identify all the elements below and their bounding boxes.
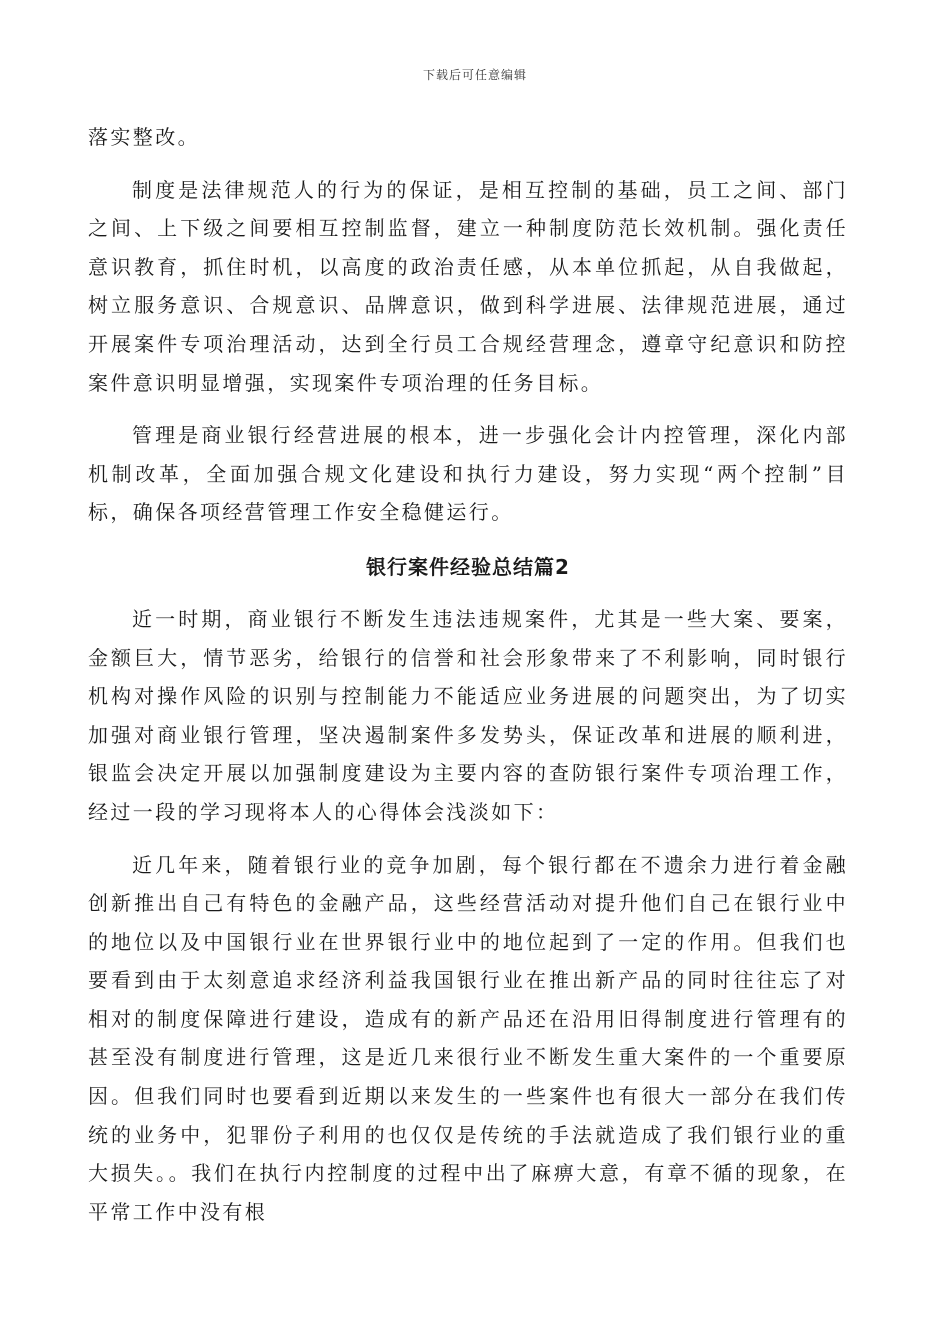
paragraph-recent-years: 近几年来，随着银行业的竞争加剧，每个银行都在不遗余力进行着金融创新推出自己有特色的金融产品，这些经营活动对提升他们自己在银行业中的地位以及中国银行业在世界银行业中的地位起到了一定的作用。但我们也要看到由于太刻意追求经济利益我国银行业在推出新产品的同时往往忘了对相对的制度保障进行建设，造成有的新产品还在沿用旧得制度进行管理有的甚至没有制度进行管理，这是近几来很行业不断发生重大案件的一个重要原因。但我们同时也要看到近期以来发生的一些案件也有很大一部分在我们传统的业务中，犯罪份子利用的也仅仅是传统的手法就造成了我们银行业的重大损失。。我们在执行内控制度的过程中出了麻痹大意，有章不循的现象，在平常工作中没有根 — [88, 852, 848, 1224]
paragraph-management: 管理是商业银行经营进展的根本，进一步强化会计内控管理，深化内部机制改革，全面加强合规文化建设和执行力建设，努力实现“两个控制”目标，确保各项经营管理工作安全稳健运行。 — [88, 423, 848, 525]
paragraph-recent-cases: 近一时期，商业银行不断发生违法违规案件，尤其是一些大案、要案，金额巨大，情节恶劣，给银行的信誉和社会形象带来了不利影响，同时银行机构对操作风险的识别与控制能力不能适应业务进展的问题突出，为了切实加强对商业银行管理，坚决遏制案件多发势头，保证改革和进展的顺利进，银监会决定开展以加强制度建设为主要内容的查防银行案件专项治理工作，经过一段的学习现将本人的心得体会浅淡如下： — [88, 606, 848, 824]
section-title: 银行案件经验总结篇2 — [366, 554, 570, 579]
paragraph-institution: 制度是法律规范人的行为的保证，是相互控制的基础，员工之间、部门之间、上下级之间要相互控制监督，建立一种制度防范长效机制。强化责任意识教育，抓住时机，以高度的政治责任感，从本单位抓起，从自我做起，树立服务意识、合规意识、品牌意识，做到科学进展、法律规范进展，通过开展案件专项治理活动，达到全行员工合规经营理念，遵章守纪意识和防控案件意识明显增强，实现案件专项治理的任务目标。 — [88, 177, 848, 395]
paragraph-continuation: 落实整改。 — [88, 125, 200, 149]
header-note: 下载后可任意编辑 — [422, 68, 527, 82]
document-body — [88, 118, 848, 1245]
